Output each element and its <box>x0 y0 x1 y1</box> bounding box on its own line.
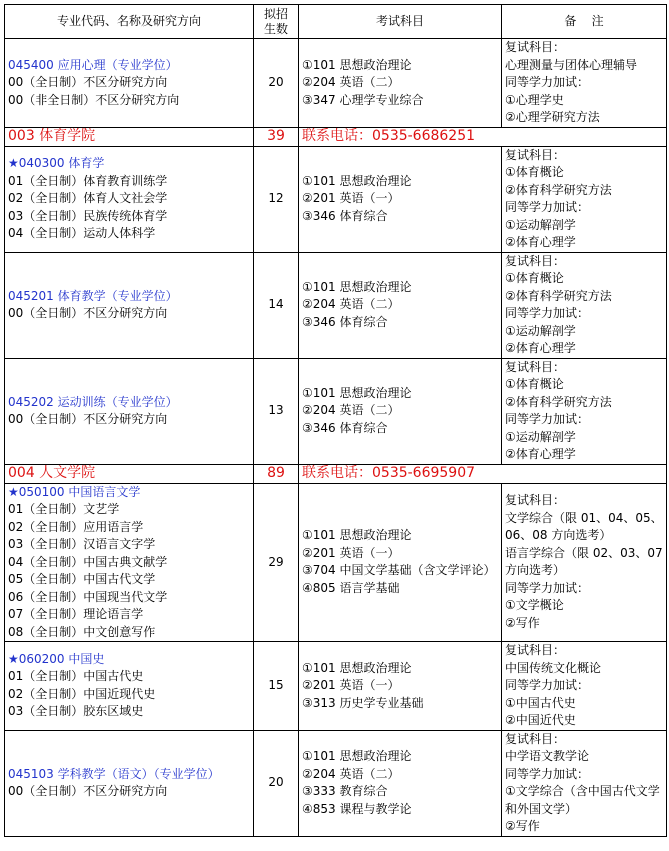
remark-line: ②体育科学研究方法 <box>505 288 612 303</box>
exam-subject: ③333 教育综合 <box>302 784 388 798</box>
major-cell <box>5 358 254 464</box>
quota-cell: 13 <box>254 358 299 464</box>
exam-cell <box>299 358 502 464</box>
major-name: ★060200 中国史 <box>8 651 105 666</box>
remark-line: 同等学力加试： <box>505 306 590 320</box>
exam-subject: ②201 英语（一） <box>302 545 400 560</box>
college-row <box>5 464 667 483</box>
remark-line: ①心理学史 <box>505 92 564 107</box>
header-quota-line1: 拟招 <box>263 6 288 21</box>
college-name: 004 人文学院 <box>5 464 254 483</box>
exam-subject: ③313 历史学专业基础 <box>302 695 424 710</box>
major-cell <box>5 483 254 642</box>
exam-subject: ①101 思想政治理论 <box>302 279 412 294</box>
quota-cell: 15 <box>254 642 299 731</box>
exam-subject: ②204 英语（二） <box>302 766 400 781</box>
exam-cell <box>299 642 502 731</box>
remark-line: ①文学综合（含中国古代文学和外国文学） <box>505 784 660 816</box>
remark-line: 复试科目： <box>505 147 566 162</box>
remark-line: ①文学概论 <box>505 598 564 613</box>
remark-line: 同等学力加试： <box>505 580 590 595</box>
direction: 02（全日制）体育人文社会学 <box>8 191 168 206</box>
exam-subject: ①101 思想政治理论 <box>302 57 412 72</box>
college-quota: 39 <box>254 127 299 146</box>
remarks-cell <box>502 730 667 836</box>
header-quota <box>254 5 299 39</box>
exam-subject: ①101 思想政治理论 <box>302 173 412 188</box>
exam-cell <box>299 39 502 128</box>
direction: 01（全日制）体育教育训练学 <box>8 173 168 188</box>
remark-line: ①中国古代史 <box>505 695 576 710</box>
quota-cell: 20 <box>254 730 299 836</box>
exam-subject: ③346 体育综合 <box>302 314 388 329</box>
direction: 08（全日制）中文创意写作 <box>8 624 156 639</box>
direction: 04（全日制）运动人体科学 <box>8 226 156 241</box>
direction: 00（全日制）不区分研究方向 <box>8 412 168 426</box>
remark-line: 语言学综合（限 02、03、07 方向选考） <box>505 545 663 578</box>
direction: 00（非全日制）不区分研究方向 <box>8 92 180 107</box>
exam-subject: ①101 思想政治理论 <box>302 385 412 400</box>
remark-line: 中学语文教学论 <box>505 749 590 763</box>
header-row <box>5 5 667 39</box>
exam-subject: ③346 体育综合 <box>302 208 388 223</box>
remark-line: 同等学力加试： <box>505 412 590 426</box>
remark-line: ②写作 <box>505 819 540 833</box>
direction: 01（全日制）文艺学 <box>8 502 120 516</box>
exam-subject: ②204 英语（二） <box>302 75 400 89</box>
major-cell <box>5 39 254 128</box>
direction: 00（全日制）不区分研究方向 <box>8 306 168 320</box>
exam-subject: ④853 课程与教学论 <box>302 801 412 816</box>
major-row <box>5 146 667 252</box>
exam-subject: ②204 英语（二） <box>302 297 400 312</box>
remarks-cell <box>502 252 667 358</box>
remark-line: ②体育心理学 <box>505 341 576 355</box>
major-name: 045201 体育教学（专业学位） <box>8 288 178 303</box>
exam-cell <box>299 483 502 642</box>
college-name: 003 体育学院 <box>5 127 254 146</box>
remark-line: 同等学力加试： <box>505 75 590 89</box>
direction: 01（全日制）中国古代史 <box>8 669 144 684</box>
header-remarks: 备 注 <box>502 5 667 39</box>
remark-line: 复试科目： <box>505 493 566 508</box>
quota-cell: 14 <box>254 252 299 358</box>
exam-subject: ②201 英语（一） <box>302 191 400 206</box>
remark-line: ①体育概论 <box>505 165 564 179</box>
remark-line: ①体育概论 <box>505 377 564 391</box>
direction: 03（全日制）胶东区域史 <box>8 704 144 719</box>
direction: 06（全日制）中国现当代文学 <box>8 589 168 604</box>
exam-cell <box>299 252 502 358</box>
remark-line: ②中国近代史 <box>505 713 576 727</box>
remark-line: 同等学力加试： <box>505 200 590 214</box>
major-cell <box>5 642 254 731</box>
major-name: 045103 学科教学（语文）（专业学位） <box>8 766 220 781</box>
major-name: 045400 应用心理（专业学位） <box>8 57 178 72</box>
exam-cell <box>299 730 502 836</box>
major-name: ★050100 中国语言文学 <box>8 484 141 499</box>
college-phone: 联系电话：0535-6695907 <box>299 464 667 483</box>
direction: 00（全日制）不区分研究方向 <box>8 75 168 89</box>
major-name: 045202 运动训练（专业学位） <box>8 394 178 409</box>
remark-line: 复试科目： <box>505 359 566 374</box>
college-phone: 联系电话：0535-6686251 <box>299 127 667 146</box>
remark-line: ②体育科学研究方法 <box>505 182 612 197</box>
remark-line: 复试科目： <box>505 40 566 54</box>
remarks-cell <box>502 483 667 642</box>
remark-line: ①运动解剖学 <box>505 429 576 444</box>
exam-subject: ①101 思想政治理论 <box>302 749 412 763</box>
header-major: 专业代码、名称及研究方向 <box>5 5 254 39</box>
remark-line: ①体育概论 <box>505 271 564 285</box>
exam-subject: ③704 中国文学基础（含文学评论） <box>302 563 496 578</box>
exam-subject: ①101 思想政治理论 <box>302 528 412 543</box>
remark-line: ①运动解剖学 <box>505 323 576 338</box>
major-row <box>5 252 667 358</box>
direction: 02（全日制）中国近现代史 <box>8 686 156 701</box>
quota-cell: 29 <box>254 483 299 642</box>
exam-subject: ③346 体育综合 <box>302 420 388 435</box>
remark-line: 复试科目： <box>505 253 566 268</box>
remark-line: 同等学力加试： <box>505 766 590 781</box>
remark-line: ②体育心理学 <box>505 235 576 249</box>
remark-line: ②心理学研究方法 <box>505 110 600 124</box>
college-quota: 89 <box>254 464 299 483</box>
major-cell <box>5 252 254 358</box>
major-row <box>5 483 667 642</box>
exam-subject: ②201 英语（一） <box>302 678 400 692</box>
admission-catalog-table <box>4 4 667 837</box>
remarks-cell <box>502 358 667 464</box>
direction: 03（全日制）民族传统体育学 <box>8 208 168 223</box>
exam-subject: ④805 语言学基础 <box>302 580 400 595</box>
remarks-cell <box>502 642 667 731</box>
major-row <box>5 642 667 731</box>
remark-line: 复试科目： <box>505 731 566 746</box>
quota-cell: 12 <box>254 146 299 252</box>
quota-cell: 20 <box>254 39 299 128</box>
major-row <box>5 358 667 464</box>
remark-line: 心理测量与团体心理辅导 <box>505 57 638 72</box>
exam-subject: ①101 思想政治理论 <box>302 660 412 675</box>
college-row <box>5 127 667 146</box>
exam-subject: ②204 英语（二） <box>302 403 400 418</box>
exam-cell <box>299 146 502 252</box>
header-exam: 考试科目 <box>299 5 502 39</box>
remark-line: ①运动解剖学 <box>505 217 576 232</box>
major-row <box>5 39 667 128</box>
major-cell <box>5 730 254 836</box>
header-quota-line2: 生数 <box>263 21 288 36</box>
direction: 03（全日制）汉语言文字学 <box>8 537 156 551</box>
major-name: ★040300 体育学 <box>8 156 105 171</box>
remark-line: 同等学力加试： <box>505 678 590 692</box>
major-cell <box>5 146 254 252</box>
major-row <box>5 730 667 836</box>
remark-line: 复试科目： <box>505 643 566 657</box>
remark-line: 文学综合（限 01、04、05、06、08 方向选考） <box>505 510 663 543</box>
direction: 07（全日制）理论语言学 <box>8 607 144 621</box>
remark-line: 中国传统文化概论 <box>505 660 602 675</box>
remarks-cell <box>502 146 667 252</box>
remark-line: ②体育科学研究方法 <box>505 394 612 409</box>
direction: 00（全日制）不区分研究方向 <box>8 784 168 798</box>
direction: 04（全日制）中国古典文献学 <box>8 554 168 569</box>
direction: 05（全日制）中国古代文学 <box>8 572 156 586</box>
remarks-cell <box>502 39 667 128</box>
direction: 02（全日制）应用语言学 <box>8 519 144 534</box>
remark-line: ②写作 <box>505 615 540 630</box>
remark-line: ②体育心理学 <box>505 447 576 461</box>
exam-subject: ③347 心理学专业综合 <box>302 92 424 107</box>
